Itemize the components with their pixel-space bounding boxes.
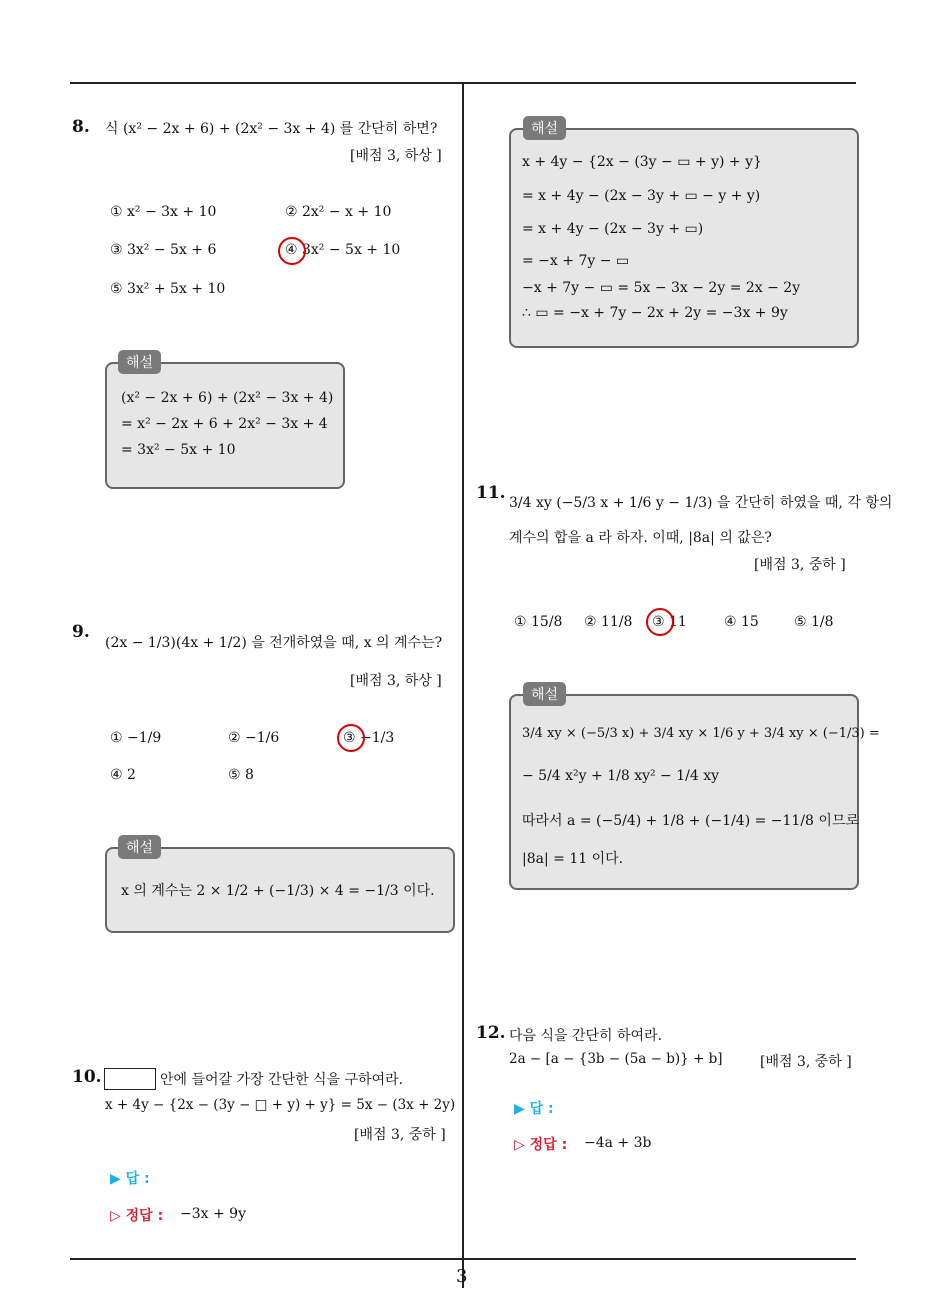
q9-solution-tag: 해설	[118, 835, 161, 859]
q12-text: 다음 식을 간단히 하여라.	[509, 1028, 663, 1044]
q9-meta: [배점 3, 하상 ]	[350, 673, 442, 689]
q10-expr: x + 4y − {2x − (3y − □ + y) + y} = 5x − (3x + 2y)	[105, 1097, 456, 1113]
q12-correct-value: −4a + 3b	[584, 1135, 652, 1151]
q11-solution-line-2: − 5/4 x²y + 1/8 xy² − 1/4 xy	[522, 768, 720, 784]
q11-choice-4[interactable]: ④ 15	[724, 614, 759, 630]
q12-answer-label: ▶ 답 :	[514, 1101, 554, 1117]
q10-answer-label: ▶ 답 :	[110, 1171, 150, 1187]
q8-solution-line-2: = x² − 2x + 6 + 2x² − 3x + 4	[121, 416, 328, 432]
q10-correct-label: ▷ 정답 :	[110, 1208, 164, 1224]
q11-choice-5[interactable]: ⑤ 1/8	[794, 614, 834, 630]
q8-choice-2[interactable]: ② 2x² − x + 10	[285, 204, 392, 220]
q12-expr: 2a − [a − {3b − (5a − b)} + b]	[509, 1051, 723, 1067]
q8-solution-line-1: (x² − 2x + 6) + (2x² − 3x + 4)	[121, 390, 334, 406]
q11-solution-line-3: 따라서 a = (−5/4) + 1/8 + (−1/4) = −11/8 이므로	[522, 813, 859, 829]
q8-choice-4[interactable]: ④ 3x² − 5x + 10	[285, 242, 401, 258]
q12-meta: [배점 3, 중하 ]	[760, 1054, 852, 1070]
q10-text: 안에 들어갈 가장 간단한 식을 구하여라.	[160, 1072, 404, 1088]
column-divider	[462, 82, 464, 1288]
q9-choice-4[interactable]: ④ 2	[110, 767, 136, 783]
q10-solution-line-6: ∴ ▭ = −x + 7y − 2x + 2y = −3x + 9y	[522, 305, 788, 321]
q11-solution-line-1: 3/4 xy × (−5/3 x) + 3/4 xy × 1/6 y + 3/4 xy × (−1/3) =	[522, 726, 880, 741]
q12-number: 12.	[476, 1023, 506, 1043]
q9-selected-mark	[337, 724, 365, 752]
q9-choice-3[interactable]: ③ −1/3	[343, 730, 395, 746]
q11-choice-1[interactable]: ① 15/8	[514, 614, 563, 630]
q10-solution-line-1: x + 4y − {2x − (3y − ▭ + y) + y}	[522, 154, 762, 170]
q10-blank-box	[104, 1068, 156, 1090]
q10-solution-line-4: = −x + 7y − ▭	[522, 253, 630, 269]
q8-solution-tag: 해설	[118, 350, 161, 374]
q11-selected-mark	[646, 608, 674, 636]
q11-solution-tag: 해설	[523, 682, 566, 706]
q11-meta: [배점 3, 중하 ]	[754, 557, 846, 573]
q8-choice-5[interactable]: ⑤ 3x² + 5x + 10	[110, 281, 226, 297]
q8-selected-mark	[278, 237, 306, 265]
q11-choice-2[interactable]: ② 11/8	[584, 614, 633, 630]
q9-text: (2x − 1/3)(4x + 1/2) 을 전개하였을 때, x 의 계수는?	[105, 635, 443, 651]
q9-solution-line-1: x 의 계수는 2 × 1/2 + (−1/3) × 4 = −1/3 이다.	[121, 883, 435, 899]
q12-correct-label: ▷ 정답 :	[514, 1137, 568, 1153]
page-number: 3	[456, 1266, 468, 1287]
q8-meta: [배점 3, 하상 ]	[350, 148, 442, 164]
q8-solution-line-3: = 3x² − 5x + 10	[121, 442, 236, 458]
q10-solution-line-5: −x + 7y − ▭ = 5x − 3x − 2y = 2x − 2y	[522, 280, 801, 296]
q8-choice-1[interactable]: ① x² − 3x + 10	[110, 204, 217, 220]
q11-text: 3/4 xy (−5/3 x + 1/6 y − 1/3) 을 간단히 하였을 때, 각 항의	[509, 495, 893, 511]
q9-number: 9.	[72, 622, 90, 642]
q10-solution-line-3: = x + 4y − (2x − 3y + ▭)	[522, 221, 704, 237]
q11-choice-3[interactable]: ③ 11	[652, 614, 687, 630]
q11-text2: 계수의 합을 a 라 하자. 이때, |8a| 의 값은?	[509, 530, 772, 546]
q9-choice-5[interactable]: ⑤ 8	[228, 767, 254, 783]
q8-number: 8.	[72, 117, 90, 137]
q10-number: 10.	[72, 1067, 102, 1087]
q8-text: 식 (x² − 2x + 6) + (2x² − 3x + 4) 를 간단히 하면?	[105, 121, 438, 137]
q10-correct-value: −3x + 9y	[180, 1206, 246, 1222]
q10-solution-tag: 해설	[523, 116, 566, 140]
q8-choice-3[interactable]: ③ 3x² − 5x + 6	[110, 242, 217, 258]
q10-solution-line-2: = x + 4y − (2x − 3y + ▭ − y + y)	[522, 188, 761, 204]
q11-number: 11.	[476, 483, 506, 503]
q11-solution-line-4: |8a| = 11 이다.	[522, 851, 624, 867]
q9-choice-1[interactable]: ① −1/9	[110, 730, 162, 746]
q9-choice-2[interactable]: ② −1/6	[228, 730, 280, 746]
q10-meta: [배점 3, 중하 ]	[354, 1127, 446, 1143]
